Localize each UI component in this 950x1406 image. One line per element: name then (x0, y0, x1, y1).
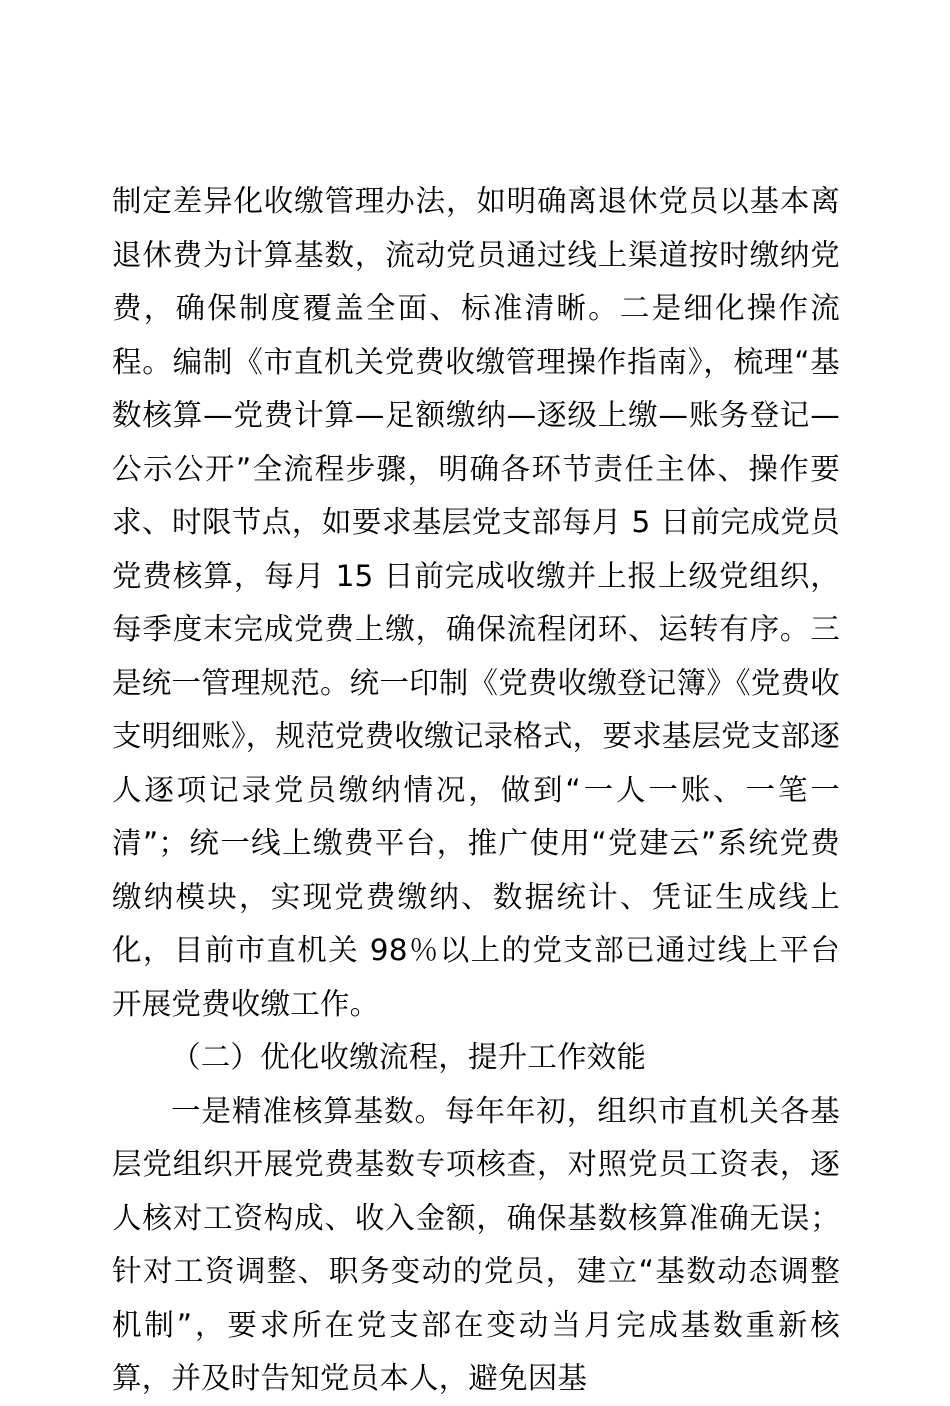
document-body (112, 175, 840, 1406)
paragraph-1: 制定差异化收缴管理办法，如明确离退休党员以基本离退休费为计算基数，流动党员通过线上渠道按时缴纳党费，确保制度覆盖全面、标准清晰。二是细化操作流程。编制《市直机关党费收缴管理操作指南》，梳理“基数核算—党费计算—足额缴纳—逐级上缴—账务登记—公示公开”全流程步骤，明确各环节责任主体、操作要求、时限节点，如要求基层党支部每月 5 日前完成党员党费核算，每月 15 日前完成收缴并上报上级党组织，每季度末完成党费上缴，确保流程闭环、运转有序。三是统一管理规范。统一印制《党费收缴登记簿》《党费收支明细账》，规范党费收缴记录格式，要求基层党支部逐人逐项记录党员缴纳情况，做到“一人一账、一笔一清”；统一线上缴费平台，推广使用“党建云”系统党费缴纳模块，实现党费缴纳、数据统计、凭证生成线上化，目前市直机关 98％以上的党支部已通过线上平台开展党费收缴工作。 (112, 184, 840, 1021)
paragraph-2-heading: （二）优化收缴流程，提升工作效能 (171, 1040, 647, 1074)
paragraph-3: 一是精准核算基数。每年年初，组织市直机关各基层党组织开展党费基数专项核查，对照党员工资表，逐人核对工资构成、收入金额，确保基数核算准确无误；针对工资调整、职务变动的党员，建立“基数动态调整机制”，要求所在党支部在变动当月完成基数重新核算，并及时告知党员本人，避免因基 (112, 1093, 840, 1395)
